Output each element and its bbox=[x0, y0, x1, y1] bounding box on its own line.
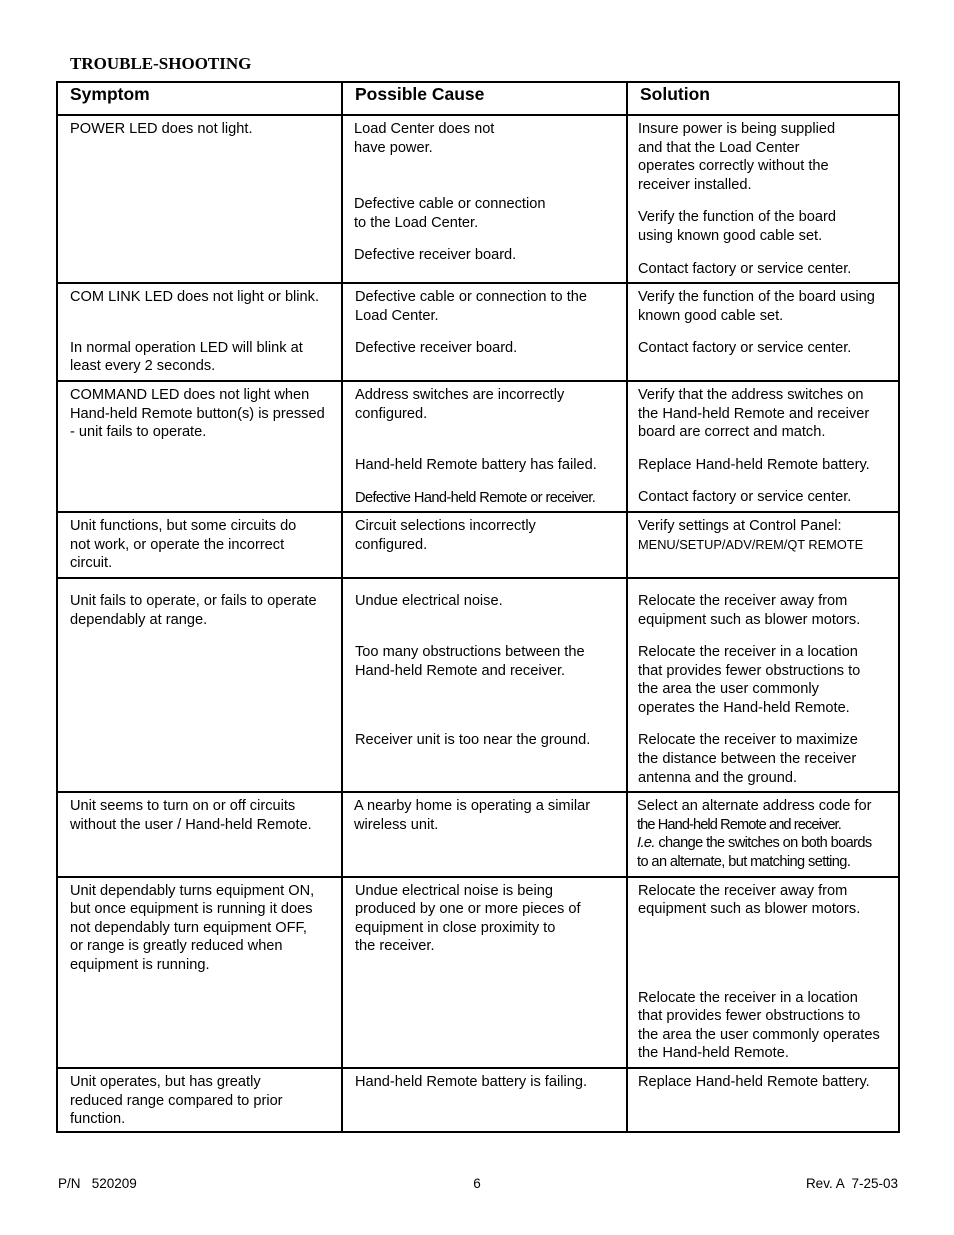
cause-cell bbox=[342, 578, 627, 792]
cause-cell bbox=[342, 792, 627, 876]
section-title: TROUBLE-SHOOTING bbox=[70, 54, 252, 73]
solution-text: the Hand-held Remote and receiver. bbox=[637, 816, 841, 833]
symptom-cell bbox=[57, 1068, 342, 1132]
symptom-cell bbox=[57, 512, 342, 578]
solution-text: Contact factory or service center. bbox=[638, 489, 852, 506]
table-row bbox=[57, 512, 899, 578]
solution-text: Contact factory or service center. bbox=[638, 340, 852, 357]
cause-text: Undue electrical noise. bbox=[355, 592, 503, 609]
solution-text: Relocate the receiver in a location that provides fewer obstructions to the area the user commonly operates the Hand-held Remote. bbox=[638, 989, 880, 1062]
cause-cell bbox=[342, 877, 627, 1068]
symptom-text: In normal operation LED will blink at least every 2 seconds. bbox=[70, 339, 303, 375]
solution-text: Relocate the receiver in a location that provides fewer obstructions to the area the user commonly operates the Hand-held Remote. bbox=[638, 644, 861, 716]
symptom-text: COMMAND LED does not light when Hand-held Remote button(s) is pressed - unit fails to operate. bbox=[70, 386, 325, 441]
solution-text: change the switches on both boards bbox=[654, 835, 872, 852]
table-row bbox=[57, 578, 899, 792]
cause-text: Too many obstructions between the Hand-held Remote and receiver. bbox=[355, 643, 585, 679]
solution-text bbox=[637, 834, 896, 853]
solution-cell bbox=[627, 283, 899, 381]
cause-cell bbox=[342, 512, 627, 578]
menu-path-text: MENU/SETUP/ADV/REM/QT REMOTE bbox=[638, 536, 864, 552]
symptom-cell bbox=[57, 115, 342, 283]
solution-text: Relocate the receiver away from equipment such as blower motors. bbox=[638, 882, 861, 918]
solution-text: Relocate the receiver away from equipment such as blower motors. bbox=[638, 592, 861, 628]
solution-text: Insure power is being supplied and that the Load Center operates correctly without the receiver installed. bbox=[638, 121, 836, 193]
solution-cell bbox=[627, 877, 899, 1068]
cause-cell bbox=[342, 115, 627, 283]
solution-text: Verify settings at Control Panel: bbox=[638, 518, 842, 535]
solution-cell bbox=[627, 578, 899, 792]
header-row bbox=[57, 82, 899, 115]
solution-text: Select an alternate address code for bbox=[637, 798, 872, 815]
header-symptom: Symptom bbox=[57, 82, 342, 115]
solution-cell bbox=[627, 115, 899, 283]
cause-text: Receiver unit is too near the ground. bbox=[355, 731, 591, 748]
symptom-cell bbox=[57, 381, 342, 512]
solution-text: Verify the function of the board using known good cable set. bbox=[638, 289, 875, 324]
cause-text: Defective receiver board. bbox=[355, 340, 518, 357]
table-row bbox=[57, 381, 899, 512]
cause-text: Defective receiver board. bbox=[354, 247, 517, 264]
symptom-text: Unit seems to turn on or off circuits without the user / Hand-held Remote. bbox=[70, 798, 312, 833]
solution-cell bbox=[627, 1068, 899, 1132]
table-row bbox=[57, 115, 899, 283]
table-row bbox=[57, 792, 899, 876]
troubleshooting-table bbox=[56, 81, 900, 1133]
symptom-text: Unit operates, but has greatly reduced range compared to prior function. bbox=[70, 1074, 283, 1128]
solution-cell bbox=[627, 792, 899, 876]
solution-text: Relocate the receiver to maximize the distance between the receiver antenna and the ground. bbox=[638, 732, 858, 786]
header-solution: Solution bbox=[627, 82, 899, 115]
symptom-text: COM LINK LED does not light or blink. bbox=[70, 289, 320, 306]
symptom-cell bbox=[57, 283, 342, 381]
revision: Rev. A 7-25-03 bbox=[805, 1176, 898, 1191]
solution-cell bbox=[627, 512, 899, 578]
solution-text: Verify that the address switches on the Hand-held Remote and receiver board are correct and match. bbox=[638, 386, 870, 441]
cause-text: Defective cable or connection to the Load Center. bbox=[354, 196, 546, 231]
cause-text: Circuit selections incorrectly configured. bbox=[355, 518, 536, 553]
cause-text: A nearby home is operating a similar wireless unit. bbox=[354, 798, 591, 833]
solution-text: Verify the function of the board using known good cable set. bbox=[638, 209, 836, 244]
cause-text: Address switches are incorrectly configured. bbox=[355, 386, 565, 422]
solution-text: Replace Hand-held Remote battery. bbox=[638, 1074, 870, 1090]
symptom-text: Unit fails to operate, or fails to operate dependably at range. bbox=[70, 592, 317, 628]
symptom-cell bbox=[57, 877, 342, 1068]
symptom-cell bbox=[57, 792, 342, 876]
cause-text: Defective Hand-held Remote or receiver. bbox=[355, 489, 596, 506]
symptom-text: Unit dependably turns equipment ON, but once equipment is running it does not dependably turn equipment OFF, or range is greatly reduced when equipment is running. bbox=[70, 882, 315, 973]
solution-text: to an alternate, but matching setting. bbox=[637, 854, 851, 871]
symptom-text: POWER LED does not light. bbox=[70, 121, 253, 137]
cause-cell bbox=[342, 283, 627, 381]
cause-text: Load Center does not have power. bbox=[354, 121, 495, 156]
solution-cell bbox=[627, 381, 899, 512]
cause-text: Hand-held Remote battery has failed. bbox=[355, 456, 597, 473]
ie-text: I.e. bbox=[637, 835, 655, 852]
cause-cell bbox=[342, 381, 627, 512]
page-number: 6 bbox=[473, 1176, 481, 1191]
part-number: P/N 520209 bbox=[58, 1176, 137, 1191]
solution-text: Replace Hand-held Remote battery. bbox=[638, 456, 870, 473]
table-row bbox=[57, 1068, 899, 1132]
header-possible-cause: Possible Cause bbox=[342, 82, 627, 115]
cause-text: Hand-held Remote battery is failing. bbox=[355, 1074, 587, 1090]
cause-text: Undue electrical noise is being produced by one or more pieces of equipment in close proximity to the receiver. bbox=[355, 882, 581, 955]
cause-text: Defective cable or connection to the Load Center. bbox=[355, 289, 588, 324]
symptom-text: Unit functions, but some circuits do not work, or operate the incorrect circuit. bbox=[70, 518, 297, 572]
solution-text: Contact factory or service center. bbox=[638, 260, 852, 277]
table-row bbox=[57, 283, 899, 381]
table-row bbox=[57, 877, 899, 1068]
cause-cell bbox=[342, 1068, 627, 1132]
symptom-cell bbox=[57, 578, 342, 792]
